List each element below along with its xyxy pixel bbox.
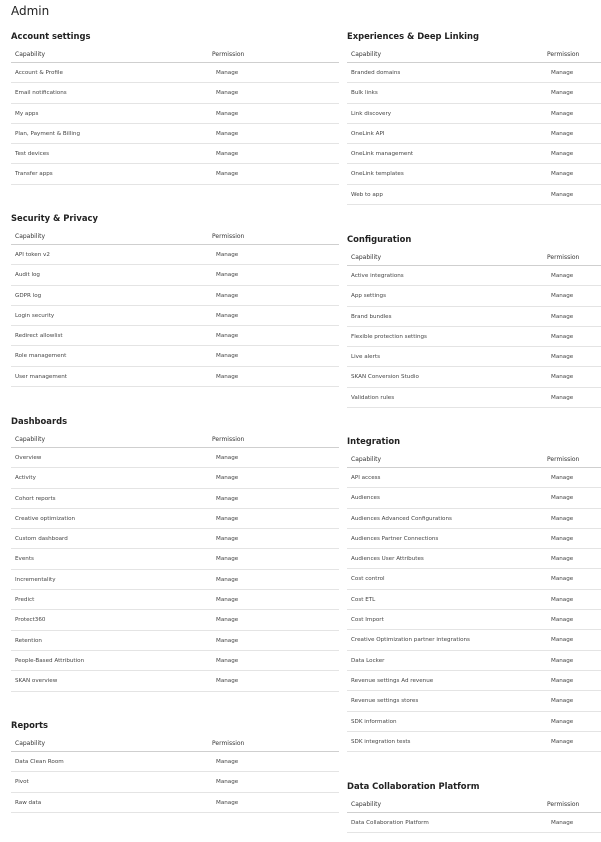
page-title: Admin: [11, 4, 50, 18]
table-row: [11, 367, 339, 387]
permission-cell: Manage: [551, 495, 574, 502]
permission-header: Permission: [547, 51, 580, 58]
capability-header: Capability: [15, 51, 46, 58]
capability-cell: Creative optimization: [15, 515, 76, 522]
permission-cell: Manage: [551, 374, 574, 381]
table-row: [347, 610, 601, 630]
permission-cell: Manage: [551, 657, 574, 664]
section-title: Experiences & Deep Linking: [347, 31, 479, 41]
capability-cell: Data Locker: [351, 657, 385, 664]
capability-cell: Email notifications: [15, 90, 67, 97]
capability-cell: Revenue settings stores: [351, 698, 419, 705]
table-row: [11, 306, 339, 326]
capability-cell: Redirect allowlist: [15, 333, 63, 340]
table-row: [347, 63, 601, 83]
capability-cell: Cost ETL: [351, 596, 376, 603]
permission-cell: Manage: [551, 293, 574, 300]
table-row: [11, 752, 339, 772]
capability-cell: Retention: [15, 637, 42, 644]
capability-cell: Login security: [15, 312, 55, 319]
capability-cell: OneLink templates: [351, 171, 404, 178]
table-row: [347, 307, 601, 327]
capability-cell: Transfer apps: [15, 171, 53, 178]
section-security-privacy: [11, 211, 339, 387]
table-row: [347, 266, 601, 286]
permission-header: Permission: [212, 740, 245, 747]
permission-cell: Manage: [216, 576, 239, 583]
table-row: [347, 671, 601, 691]
table-row: [347, 651, 601, 671]
table-header: [11, 47, 339, 63]
table-row: [347, 164, 601, 184]
table-row: [347, 569, 601, 589]
permission-cell: Manage: [551, 273, 574, 279]
permission-cell: Manage: [551, 637, 574, 644]
capability-cell: Protect360: [15, 617, 46, 624]
table-row: [11, 549, 339, 569]
capability-cell: Audiences Advanced Configurations: [351, 515, 452, 522]
capability-cell: API access: [351, 475, 381, 481]
capability-cell: API token v2: [15, 252, 50, 258]
permission-cell: Manage: [216, 455, 239, 461]
permission-cell: Manage: [551, 333, 574, 340]
section-title: Security & Privacy: [11, 213, 98, 223]
capability-cell: Test devices: [15, 151, 50, 158]
capability-cell: SDK information: [351, 718, 397, 725]
table-row: [347, 124, 601, 144]
permission-cell: Manage: [551, 738, 574, 745]
table-row: [347, 630, 601, 650]
permission-cell: Manage: [551, 130, 574, 137]
section-dashboards: [11, 414, 339, 692]
section-title: Data Collaboration Platform: [347, 781, 480, 791]
capability-cell: Branded domains: [351, 70, 401, 76]
table-row: [347, 83, 601, 103]
table-row: [347, 732, 601, 752]
permission-cell: Manage: [216, 536, 239, 543]
permission-cell: Manage: [551, 475, 574, 481]
permission-cell: Manage: [216, 333, 239, 340]
section-experiences-deep-linking: [347, 29, 601, 205]
permission-header: Permission: [547, 456, 580, 463]
permission-cell: Manage: [216, 252, 239, 258]
permissions-table: [11, 229, 339, 387]
table-row: [347, 286, 601, 306]
table-row: [11, 509, 339, 529]
table-row: [11, 83, 339, 103]
table-row: [347, 529, 601, 549]
capability-cell: Account & Profile: [15, 70, 63, 76]
table-header: [347, 452, 601, 468]
capability-cell: Data Clean Room: [15, 759, 64, 765]
table-row: [347, 347, 601, 367]
capability-cell: OneLink API: [351, 130, 385, 137]
capability-cell: Data Collaboration Platform: [351, 820, 429, 826]
permission-cell: Manage: [216, 272, 239, 279]
table-row: [11, 468, 339, 488]
section-configuration: [347, 232, 601, 408]
capability-header: Capability: [351, 456, 382, 463]
table-row: [11, 144, 339, 164]
permission-cell: Manage: [216, 495, 239, 502]
permission-cell: Manage: [216, 657, 239, 664]
permission-header: Permission: [547, 254, 580, 261]
capability-cell: SKAN overview: [15, 678, 58, 685]
capability-cell: Brand bundles: [351, 313, 392, 320]
capability-header: Capability: [15, 233, 46, 240]
capability-header: Capability: [15, 740, 46, 747]
capability-cell: SKAN Conversion Studio: [351, 374, 419, 381]
table-row: [347, 388, 601, 408]
capability-cell: Audiences User Attributes: [351, 556, 424, 563]
table-row: [11, 286, 339, 306]
capability-cell: SDK integration tests: [351, 738, 411, 745]
table-row: [347, 104, 601, 124]
permission-cell: Manage: [216, 678, 239, 685]
permissions-table: [347, 250, 601, 408]
capability-cell: Bulk links: [351, 90, 378, 97]
table-row: [347, 144, 601, 164]
permission-cell: Manage: [551, 191, 574, 198]
table-row: [347, 367, 601, 387]
capability-header: Capability: [351, 51, 382, 58]
section-data-collaboration-platform: [347, 779, 601, 833]
permission-cell: Manage: [551, 515, 574, 522]
permission-cell: Manage: [551, 535, 574, 542]
section-title: Integration: [347, 436, 401, 446]
permission-cell: Manage: [551, 354, 574, 361]
permission-cell: Manage: [216, 779, 239, 786]
permission-cell: Manage: [551, 677, 574, 684]
permission-cell: Manage: [551, 820, 574, 826]
permission-header: Permission: [547, 801, 580, 808]
permission-cell: Manage: [551, 90, 574, 97]
capability-cell: Web to app: [351, 191, 383, 198]
table-row: [347, 813, 601, 833]
capability-cell: Link discovery: [351, 110, 392, 117]
capability-cell: Custom dashboard: [15, 536, 68, 543]
permissions-table: [11, 736, 339, 813]
capability-cell: Revenue settings Ad revenue: [351, 677, 434, 684]
capability-cell: OneLink management: [351, 151, 414, 158]
permission-cell: Manage: [216, 373, 239, 380]
capability-cell: Predict: [15, 597, 35, 604]
permissions-table: [347, 797, 601, 833]
permission-cell: Manage: [216, 130, 239, 137]
section-reports: [11, 718, 339, 813]
table-row: [347, 488, 601, 508]
permission-cell: Manage: [216, 637, 239, 644]
table-row: [11, 793, 339, 813]
permissions-table: [347, 452, 601, 752]
table-row: [11, 610, 339, 630]
table-row: [347, 549, 601, 569]
capability-cell: Creative Optimization partner integrations: [351, 637, 470, 644]
permission-cell: Manage: [216, 759, 239, 765]
capability-cell: Cost control: [351, 576, 385, 583]
table-row: [11, 326, 339, 346]
capability-cell: Pivot: [15, 779, 29, 786]
capability-cell: Events: [15, 556, 34, 563]
table-row: [11, 529, 339, 549]
table-row: [11, 346, 339, 366]
table-row: [347, 327, 601, 347]
capability-cell: Live alerts: [351, 354, 381, 361]
table-header: [347, 250, 601, 266]
capability-cell: Incrementality: [15, 576, 56, 583]
table-row: [347, 590, 601, 610]
capability-cell: GDPR log: [15, 292, 42, 299]
permission-cell: Manage: [216, 556, 239, 563]
table-row: [11, 245, 339, 265]
permission-cell: Manage: [216, 799, 239, 806]
capability-cell: User management: [15, 373, 67, 380]
table-header: [347, 797, 601, 813]
permission-header: Permission: [212, 436, 245, 443]
permission-cell: Manage: [551, 556, 574, 563]
table-row: [11, 570, 339, 590]
capability-cell: Cohort reports: [15, 495, 56, 502]
permission-cell: Manage: [551, 718, 574, 725]
capability-cell: Plan, Payment & Billing: [15, 130, 81, 137]
table-row: [11, 671, 339, 691]
capability-cell: Audit log: [15, 272, 40, 279]
permission-header: Permission: [212, 233, 245, 240]
table-row: [347, 691, 601, 711]
capability-cell: My apps: [15, 110, 39, 117]
permission-cell: Manage: [216, 475, 239, 482]
permission-cell: Manage: [551, 110, 574, 117]
capability-cell: Flexible protection settings: [351, 333, 427, 340]
capability-cell: Role management: [15, 353, 67, 360]
permission-cell: Manage: [216, 312, 239, 319]
permission-cell: Manage: [216, 597, 239, 604]
table-row: [11, 651, 339, 671]
permission-cell: Manage: [216, 171, 239, 178]
table-row: [11, 265, 339, 285]
permission-cell: Manage: [216, 292, 239, 299]
capability-cell: App settings: [351, 293, 387, 300]
table-row: [347, 185, 601, 205]
table-row: [347, 468, 601, 488]
permission-cell: Manage: [551, 70, 574, 76]
permission-cell: Manage: [216, 353, 239, 360]
table-row: [11, 590, 339, 610]
section-title: Account settings: [11, 31, 91, 41]
capability-cell: Validation rules: [351, 394, 395, 401]
table-header: [11, 432, 339, 448]
permission-cell: Manage: [551, 151, 574, 158]
capability-header: Capability: [351, 254, 382, 261]
permissions-table: [11, 432, 339, 692]
table-row: [11, 164, 339, 184]
capability-header: Capability: [15, 436, 46, 443]
permission-cell: Manage: [551, 313, 574, 320]
permission-header: Permission: [212, 51, 245, 58]
table-row: [11, 104, 339, 124]
capability-cell: Raw data: [15, 799, 42, 806]
table-header: [11, 736, 339, 752]
permission-cell: Manage: [551, 698, 574, 705]
permissions-table: [11, 47, 339, 185]
permission-cell: Manage: [551, 617, 574, 624]
table-row: [11, 124, 339, 144]
permission-cell: Manage: [551, 394, 574, 401]
capability-cell: Activity: [15, 475, 36, 482]
table-row: [347, 712, 601, 732]
permission-cell: Manage: [216, 90, 239, 97]
section-integration: [347, 434, 601, 752]
permission-cell: Manage: [216, 515, 239, 522]
capability-cell: Active integrations: [351, 273, 404, 279]
capability-header: Capability: [351, 801, 382, 808]
capability-cell: Cost Import: [351, 617, 384, 624]
table-row: [11, 772, 339, 792]
capability-cell: Audiences: [351, 495, 380, 502]
permissions-table: [347, 47, 601, 205]
table-header: [347, 47, 601, 63]
table-header: [11, 229, 339, 245]
capability-cell: People-Based Attribution: [15, 657, 85, 664]
section-account-settings: [11, 29, 339, 185]
permission-cell: Manage: [216, 151, 239, 158]
permission-cell: Manage: [216, 70, 239, 76]
permission-cell: Manage: [551, 596, 574, 603]
permission-cell: Manage: [551, 576, 574, 583]
table-row: [347, 509, 601, 529]
table-row: [11, 489, 339, 509]
permission-cell: Manage: [216, 617, 239, 624]
permission-cell: Manage: [551, 171, 574, 178]
permission-cell: Manage: [216, 110, 239, 117]
table-row: [11, 63, 339, 83]
capability-cell: Audiences Partner Connections: [351, 535, 439, 542]
table-row: [11, 631, 339, 651]
table-row: [11, 448, 339, 468]
section-title: Reports: [11, 720, 48, 730]
section-title: Configuration: [347, 234, 412, 244]
section-title: Dashboards: [11, 416, 68, 426]
capability-cell: Overview: [15, 455, 42, 461]
